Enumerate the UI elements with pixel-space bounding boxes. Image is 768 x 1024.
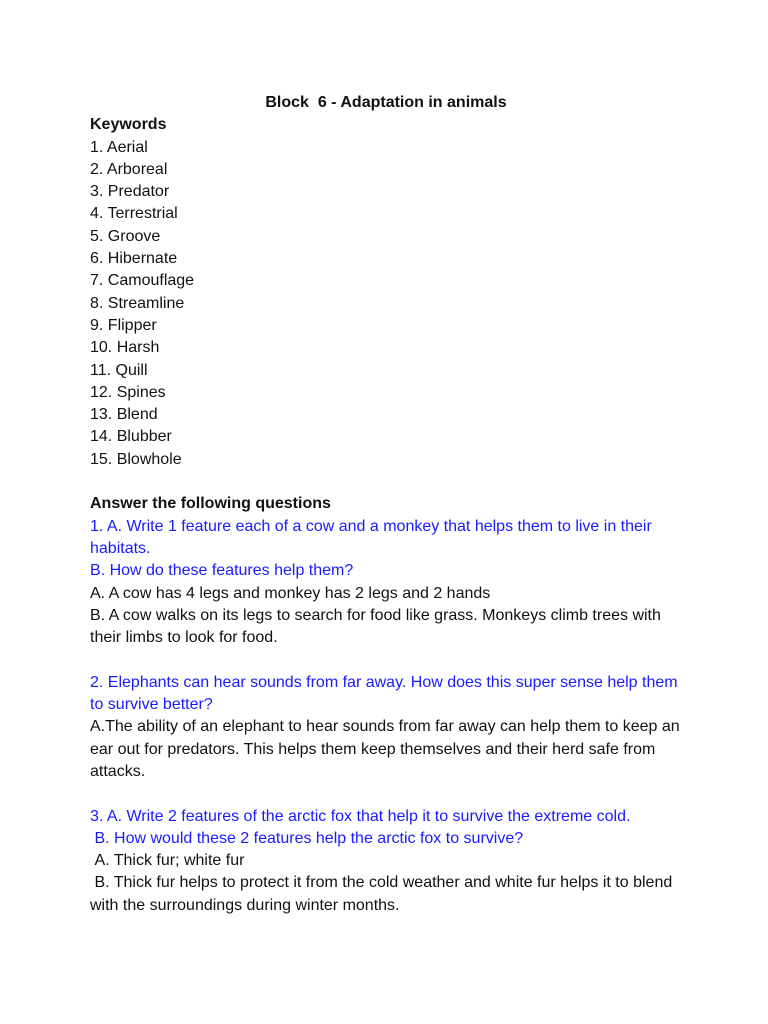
keyword-item: 8. Streamline (90, 294, 185, 312)
keyword-item: 10. Harsh (90, 339, 160, 357)
keyword-item: 7. Camouflage (90, 272, 195, 290)
keyword-item: 1. Aerial (90, 138, 148, 156)
keyword-item: 6. Hibernate (90, 250, 178, 268)
keyword-item: 9. Flipper (90, 316, 157, 334)
spacer (90, 783, 690, 805)
document-page (90, 92, 690, 917)
keyword-item: 12. Spines (90, 383, 166, 401)
keyword-item: 14. Blubber (90, 428, 172, 446)
q2-answer: A.The ability of an elephant to hear sounds from far away can help them to keep an ear out for predators. This helps them keep themselves and their herd safe from attacks. (90, 718, 685, 780)
q3-answer-b: B. Thick fur helps to protect it from the cold weather and white fur helps it to blend with the surroundings during winter months. (90, 874, 677, 914)
q3-answer-a: A. Thick fur; white fur (90, 852, 245, 870)
keyword-item: 3. Predator (90, 183, 170, 201)
questions-heading: Answer the following questions (90, 495, 331, 513)
keyword-item: 2. Arboreal (90, 160, 168, 178)
q1-answer-a: A. A cow has 4 legs and monkey has 2 legs and 2 hands (90, 584, 491, 602)
keyword-item: 11. Quill (90, 361, 148, 379)
q1-answer-b: B. A cow walks on its legs to search for food like grass. Monkeys climb trees with their limbs to look for food. (90, 606, 666, 647)
keyword-item: 13. Blend (90, 406, 158, 424)
q1-question-a: 1. A. Write 1 feature each of a cow and a monkey that helps them to live in their habitats. (90, 517, 657, 557)
keyword-item: 5. Groove (90, 227, 161, 245)
q3-question-b: B. How would these 2 features help the arctic fox to survive? (90, 829, 524, 847)
keywords-heading: Keywords (90, 116, 167, 134)
document-title: Block 6 - Adaptation in animals (265, 94, 507, 111)
spacer (90, 471, 690, 493)
q1-question-b: B. How do these features help them? (90, 562, 354, 580)
q2-question: 2. Elephants can hear sounds from far away. How does this super sense help them to survive better? (90, 673, 683, 714)
keyword-item: 4. Terrestrial (90, 205, 178, 223)
spacer (90, 649, 690, 671)
keywords-list (90, 137, 690, 471)
keyword-item: 15. Blowhole (90, 450, 182, 468)
q3-question-a: 3. A. Write 2 features of the arctic fox that help it to survive the extreme cold. (90, 807, 631, 825)
